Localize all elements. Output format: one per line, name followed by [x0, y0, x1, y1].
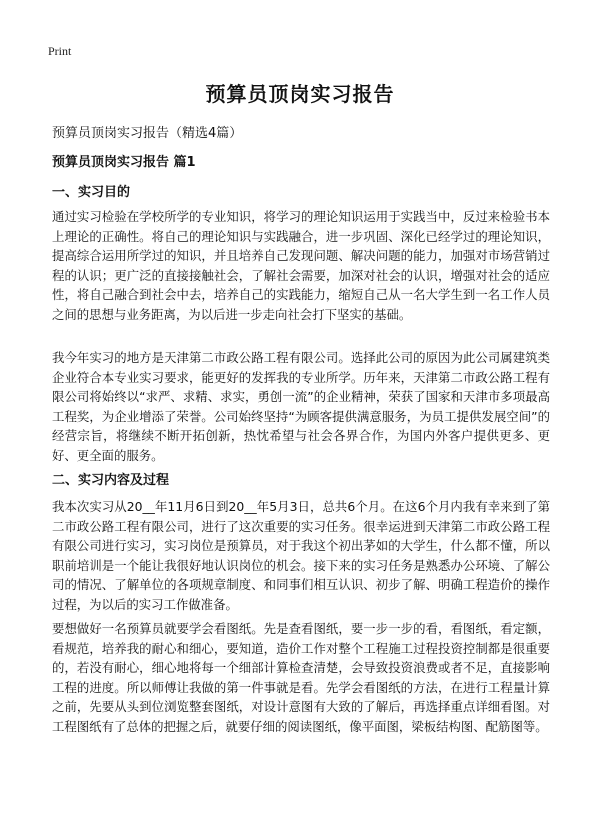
article-title: 预算员顶岗实习报告 篇1 — [52, 155, 196, 170]
document-subtitle: 预算员顶岗实习报告（精选4篇） — [52, 126, 243, 141]
paragraph-content-1: 我本次实习从20__年11月6日到20__年5月3日，总共6个月。在这6个月内我有幸来到了第二市政公路工程有限公司，进行了这次重要的实习任务。很幸运进到天津第二市政公路工程有限公司进行实习，实习岗位是预算员，对于我这个初出茅如的大学生，什么都不懂，所以职前培训是一个能让我很好地认识岗位的机会。接下来的实习任务是熟悉办公环境、了解公司的情况、了解单位的各项规章制度、和同事们相互认识、初步了解、明确工程造价的操作过程，为以后的实习工作做准备。 — [52, 499, 550, 612]
document-title: 预算员顶岗实习报告 — [205, 82, 395, 106]
section-heading-content: 二、实习内容及过程 — [52, 473, 170, 488]
paragraph-purpose-2: 我今年实习的地方是天津第二市政公路工程有限公司。选择此公司的原因为此公司属建筑类企业符合本专业实习要求，能更好的发挥我的专业所学。历年来，天津第二市政公路工程有限公司将始终以“求严、求精、求实，勇创一流”的企业精神，荣获了国家和天津市多项最高工程奖，为企业增添了荣誉。公司始终坚持“为顾客提供满意服务，为员工提供发展空间”的经营宗旨，将继续不断开拓创新，热忱希望与社会各界合作，为国内外客户提供更多、更好、更全面的服务。 — [52, 350, 550, 463]
section-heading-purpose: 一、实习目的 — [52, 185, 131, 200]
paragraph-purpose-1: 通过实习检验在学校所学的专业知识，将学习的理论知识运用于实践当中，反过来检验书本上理论的正确性。将自己的理论知识与实践融合，进一步巩固、深化已经学过的理论知识，提高综合运用所学过的知识，并且培养自己发现问题、解决问题的能力，加强对市场营销过程的认识；更广泛的直接接触社会，了解社会需要，加深对社会的认识，增强对社会的适应性，将自己融合到社会中去，培养自己的实践能力，缩短自己从一名大学生到一名工作人员之间的思想与业务距离，为以后进一步走向社会打下坚实的基础。 — [52, 209, 550, 322]
paragraph-content-2: 要想做好一名预算员就要学会看图纸。先是查看图纸，要一步一步的看，看图纸，看定额，看规范，培养我的耐心和细心，要知道，造价工作对整个工程施工过程投资控制都是很重要的，若没有耐心，细心地将每一个细部计算检查清楚，会导致投资浪费或者不足，直接影响工程的进度。所以师傅让我做的第一件事就是看。先学会看图纸的方法，在进行工程量计算之前，先要从头到位浏览整套图纸，对设计意图有大致的了解后，再选择重点详细看图。对工程图纸有了总体的把握之后，就要仔细的阅读图纸，像平面图，梁板结构图、配筋图等。 — [52, 621, 550, 734]
print-link[interactable]: Print — [48, 44, 72, 58]
